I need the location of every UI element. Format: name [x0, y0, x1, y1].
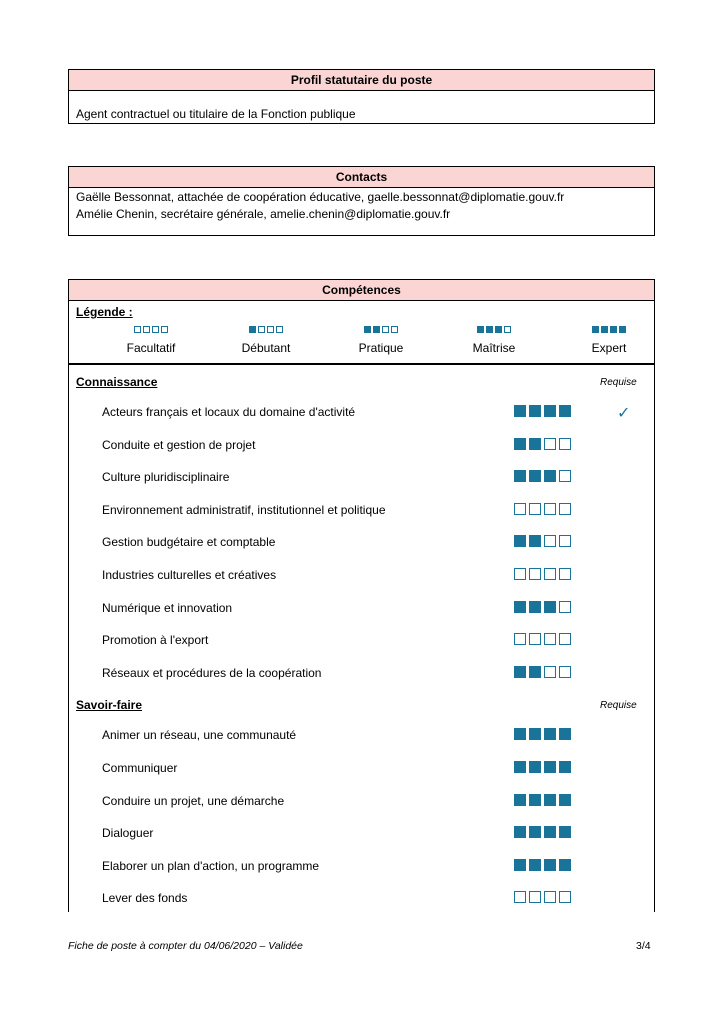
page-number: 3/4 [636, 940, 651, 952]
level-square [514, 794, 526, 806]
level-square [486, 326, 493, 333]
competence-name: Gestion budgétaire et comptable [102, 535, 276, 550]
level-indicator [514, 891, 571, 903]
level-square [529, 728, 541, 740]
competence-name: Acteurs français et locaux du domaine d'activité [102, 405, 356, 419]
competence-name: Promotion à l'export [102, 633, 209, 648]
competence-name: Animer un réseau, une communauté [102, 728, 297, 743]
legend-label: Pratique [358, 341, 404, 355]
competence-row [69, 436, 654, 456]
level-square [514, 728, 526, 740]
competence-name: Conduire un projet, une démarche [102, 793, 285, 808]
level-indicator [514, 535, 571, 547]
section-title: Connaissance [76, 375, 158, 389]
level-square [258, 326, 265, 333]
competence-name: Culture pluridisciplinaire [102, 470, 230, 485]
legend-item [101, 326, 201, 355]
level-square [514, 405, 526, 417]
level-indicator [101, 326, 201, 335]
level-square [514, 891, 526, 903]
contacts-box [68, 166, 655, 236]
competence-row [69, 857, 654, 877]
level-indicator [331, 326, 431, 335]
level-square [529, 666, 541, 678]
level-square [559, 761, 571, 773]
competence-row [69, 792, 654, 812]
competence-name: Réseaux et procédures de la coopération [102, 665, 322, 680]
competence-row [69, 468, 654, 488]
level-square [559, 666, 571, 678]
competence-row [69, 824, 654, 844]
level-square [161, 326, 168, 333]
level-square [529, 633, 541, 645]
level-square [559, 535, 571, 547]
level-square [529, 891, 541, 903]
level-indicator [514, 728, 571, 740]
profil-text: Agent contractuel ou titulaire de la Fonction publique [76, 107, 356, 121]
level-square [559, 470, 571, 482]
level-indicator [216, 326, 316, 335]
competence-name: Elaborer un plan d'action, un programme [102, 858, 320, 873]
level-square [514, 761, 526, 773]
competence-row [69, 599, 654, 619]
level-square [391, 326, 398, 333]
level-indicator [444, 326, 544, 335]
level-square [529, 761, 541, 773]
level-square [544, 568, 556, 580]
level-indicator [514, 405, 571, 417]
level-square [559, 438, 571, 450]
level-indicator [514, 601, 571, 613]
level-square [514, 568, 526, 580]
contact-line: Gaëlle Bessonnat, attachée de coopération éducative, gaelle.bessonnat@diplomatie.gouv.fr [76, 190, 565, 204]
level-indicator [514, 633, 571, 645]
competences-header: Compétences [69, 280, 654, 301]
level-square [544, 470, 556, 482]
level-square [559, 891, 571, 903]
level-indicator [514, 666, 571, 678]
level-square [249, 326, 256, 333]
level-square [514, 470, 526, 482]
level-square [529, 503, 541, 515]
level-square [143, 326, 150, 333]
legend-label: Débutant [241, 341, 291, 355]
competence-name: Environnement administratif, institutionnel et politique [102, 502, 386, 517]
level-square [544, 761, 556, 773]
level-square [529, 601, 541, 613]
level-square [364, 326, 371, 333]
competence-name: Industries culturelles et créatives [102, 568, 277, 582]
level-square [134, 326, 141, 333]
level-indicator [559, 326, 659, 335]
level-indicator [514, 761, 571, 773]
competence-name: Numérique et innovation [102, 600, 233, 615]
level-square [601, 326, 608, 333]
level-indicator [514, 470, 571, 482]
legend-label: Expert [591, 341, 627, 355]
level-indicator [514, 859, 571, 871]
level-square [610, 326, 617, 333]
level-square [559, 503, 571, 515]
level-indicator [514, 568, 571, 580]
legend [69, 301, 654, 365]
level-square [514, 535, 526, 547]
level-square [514, 503, 526, 515]
competence-name: Conduite et gestion de projet [102, 437, 256, 452]
required-check-icon: ✓ [617, 405, 631, 422]
legend-item [331, 326, 431, 355]
legend-label: Maîtrise [472, 341, 516, 355]
competence-row [69, 889, 654, 909]
level-square [514, 666, 526, 678]
level-indicator [514, 503, 571, 515]
profil-header: Profil statutaire du poste [69, 70, 654, 91]
level-square [514, 859, 526, 871]
level-square [514, 438, 526, 450]
level-square [559, 859, 571, 871]
level-square [529, 568, 541, 580]
level-square [477, 326, 484, 333]
competence-name: Lever des fonds [102, 891, 188, 906]
level-square [559, 568, 571, 580]
level-square [544, 633, 556, 645]
level-square [544, 891, 556, 903]
level-square [559, 633, 571, 645]
level-square [504, 326, 511, 333]
level-square [559, 826, 571, 838]
competence-row [69, 566, 654, 586]
legend-item [216, 326, 316, 355]
level-indicator [514, 438, 571, 450]
contacts-header: Contacts [69, 167, 654, 188]
level-square [529, 826, 541, 838]
contact-line: Amélie Chenin, secrétaire générale, amelie.chenin@diplomatie.gouv.fr [76, 207, 451, 221]
competence-row [69, 501, 654, 521]
level-square [514, 826, 526, 838]
level-square [544, 601, 556, 613]
level-square [544, 503, 556, 515]
level-square [529, 438, 541, 450]
legend-title: Légende : [76, 305, 133, 319]
legend-item [559, 326, 659, 355]
competence-row [69, 403, 654, 423]
level-square [544, 859, 556, 871]
requise-label: Requise [600, 377, 637, 388]
level-square [559, 794, 571, 806]
level-square [559, 405, 571, 417]
level-square [619, 326, 626, 333]
level-square [559, 601, 571, 613]
level-indicator [514, 794, 571, 806]
competence-row [69, 533, 654, 553]
requise-label: Requise [600, 700, 637, 712]
level-square [544, 826, 556, 838]
level-square [559, 728, 571, 740]
level-square [529, 859, 541, 871]
competence-name: Dialoguer [102, 826, 154, 841]
level-square [514, 633, 526, 645]
competence-row [69, 631, 654, 651]
level-square [152, 326, 159, 333]
level-square [544, 794, 556, 806]
level-square [529, 470, 541, 482]
level-square [529, 535, 541, 547]
competence-name: Communiquer [102, 761, 178, 775]
level-square [382, 326, 389, 333]
legend-item [444, 326, 544, 355]
legend-label: Facultatif [126, 341, 176, 355]
section-title: Savoir-faire [76, 698, 143, 713]
level-square [544, 728, 556, 740]
level-square [267, 326, 274, 333]
competence-row [69, 726, 654, 746]
competences-box [68, 279, 655, 912]
footer-text: Fiche de poste à compter du 04/06/2020 – Validée [68, 940, 303, 952]
level-square [529, 794, 541, 806]
level-square [592, 326, 599, 333]
competence-row [69, 759, 654, 779]
level-square [495, 326, 502, 333]
level-indicator [514, 826, 571, 838]
level-square [529, 405, 541, 417]
level-square [544, 438, 556, 450]
level-square [544, 666, 556, 678]
competence-row [69, 664, 654, 684]
level-square [276, 326, 283, 333]
level-square [373, 326, 380, 333]
profil-statutaire-box [68, 69, 655, 124]
level-square [544, 535, 556, 547]
level-square [514, 601, 526, 613]
level-square [544, 405, 556, 417]
